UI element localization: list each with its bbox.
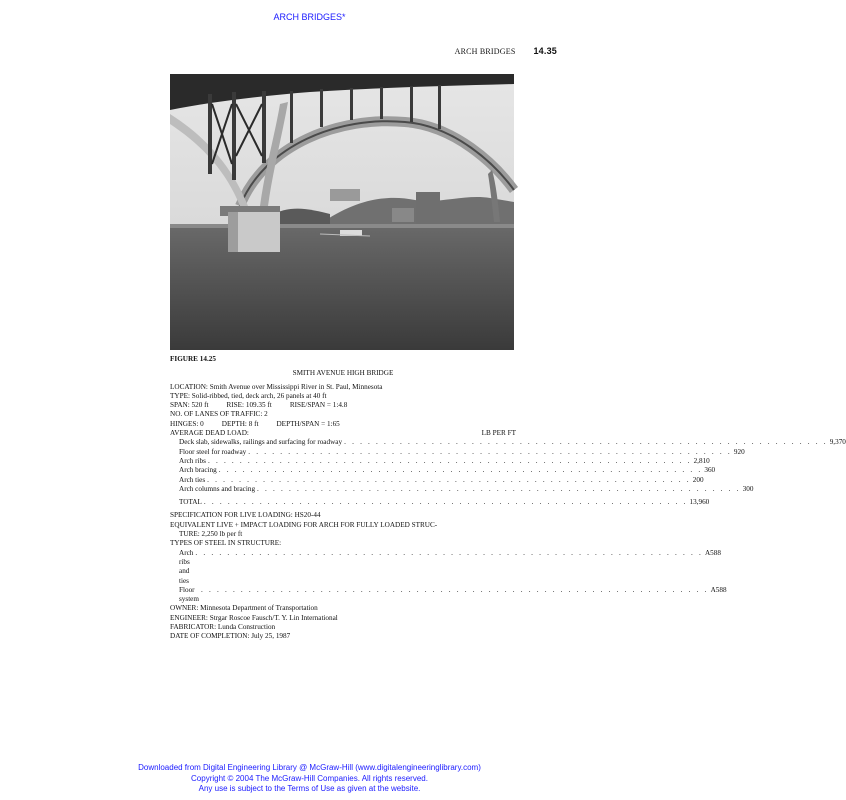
- dead-load-unit: LB PER FT: [481, 429, 516, 438]
- steel-label: Arch ribs and ties: [179, 548, 194, 585]
- engineer-line: ENGINEER: Strgar Roscoe Fausch/T. Y. Lin International: [170, 613, 338, 622]
- rise-value: RISE: 109.35 ft: [226, 401, 272, 410]
- hinges-value: HINGES: 0: [170, 419, 204, 428]
- leader-dots: . . . . . . . . . . . . . . . . . . . . . . . . . . . . . . . . . . . . . . . . . . . . . . . . . . . . . . . . . . . . . . . .: [200, 585, 709, 594]
- live-loading-line: SPECIFICATION FOR LIVE LOADING: HS20-44: [170, 511, 321, 520]
- steel-value: A588: [710, 585, 727, 594]
- total-value: 13,960: [689, 498, 710, 507]
- dead-load-row: [170, 475, 704, 485]
- lanes-line: NO. OF LANES OF TRAFFIC: 2: [170, 410, 268, 419]
- dead-load-value: 920: [733, 447, 745, 456]
- dead-load-row: [170, 438, 846, 447]
- figure-label: FIGURE 14.25: [170, 355, 216, 363]
- owner-line: OWNER: Minnesota Department of Transportation: [170, 604, 318, 613]
- rise-span-value: RISE/SPAN = 1:4.8: [289, 401, 348, 410]
- running-head: [455, 46, 557, 56]
- steel-title: TYPES OF STEEL IN STRUCTURE:: [170, 539, 282, 548]
- dead-load-header: [170, 429, 516, 438]
- dead-load-value: 9,370: [829, 438, 846, 447]
- dead-load-row: [170, 466, 716, 475]
- bridge-name: SMITH AVENUE HIGH BRIDGE: [292, 369, 394, 378]
- equivalent-line-1: EQUIVALENT LIVE + IMPACT LOADING FOR ARCH FOR FULLY LOADED STRUC-: [170, 520, 438, 529]
- footer-copyright: Copyright © 2004 The McGraw-Hill Companies. All rights reserved.: [191, 773, 428, 783]
- running-head-title: ARCH BRIDGES: [454, 47, 516, 56]
- dead-load-label: Arch bracing: [179, 466, 217, 475]
- fabricator-line: FABRICATOR: Lunda Construction: [170, 623, 276, 632]
- location-line: LOCATION: Smith Avenue over Mississippi River in St. Paul, Minnesota: [170, 382, 383, 391]
- leader-dots: . . . . . . . . . . . . . . . . . . . . . . . . . . . . . . . . . . . . . . . . . . . . . . . . . . . . . . . . . . . . .: [257, 484, 741, 493]
- total-label: TOTAL: [179, 498, 202, 507]
- dead-load-label: Arch columns and bracing: [179, 484, 256, 493]
- dead-load-label: Arch ribs: [179, 456, 206, 465]
- equivalent-line-2: TURE: 2,250 lb per ft: [179, 530, 243, 539]
- span-line: [170, 401, 516, 410]
- depth-value: DEPTH: 8 ft: [221, 419, 259, 428]
- leader-dots: . . . . . . . . . . . . . . . . . . . . . . . . . . . . . . . . . . . . . . . . . . . . . . . . . . . . . . . . . . . . .: [203, 498, 688, 507]
- hinges-line: [170, 420, 516, 429]
- figure-spec-block: [170, 355, 846, 642]
- leader-dots: . . . . . . . . . . . . . . . . . . . . . . . . . . . . . . . . . . . . . . . . . . . . . . . . . . . . . . . . . . . . .: [248, 447, 732, 456]
- steel-label: Floor system: [179, 585, 199, 604]
- dead-load-value: 200: [692, 475, 704, 484]
- dead-load-label: Arch ties: [179, 475, 206, 484]
- document-title-link[interactable]: ARCH BRIDGES*: [273, 12, 346, 22]
- footer-terms-link[interactable]: Any use is subject to the Terms of Use as given at the website.: [198, 784, 421, 793]
- dead-load-value: 2,810: [693, 456, 710, 465]
- bridge-photo: [170, 74, 514, 350]
- completion-line: DATE OF COMPLETION: July 25, 1987: [170, 632, 291, 641]
- span-value: SPAN: 520 ft: [170, 401, 209, 410]
- dead-load-title: AVERAGE DEAD LOAD:: [170, 429, 249, 438]
- leader-dots: . . . . . . . . . . . . . . . . . . . . . . . . . . . . . . . . . . . . . . . . . . . . . . . . . . . . . . . . . . . . .: [218, 466, 703, 475]
- leader-dots: . . . . . . . . . . . . . . . . . . . . . . . . . . . . . . . . . . . . . . . . . . . . . . . . . . . . . . . . . . . . .: [207, 475, 691, 484]
- type-line: TYPE: Solid-ribbed, tied, deck arch, 26 panels at 40 ft: [170, 391, 327, 400]
- dead-load-row: [170, 447, 745, 457]
- section-number: 14.35: [533, 46, 557, 56]
- leader-dots: . . . . . . . . . . . . . . . . . . . . . . . . . . . . . . . . . . . . . . . . . . . . . . . . . . . . . . . . . . . . .: [344, 438, 828, 447]
- leader-dots: . . . . . . . . . . . . . . . . . . . . . . . . . . . . . . . . . . . . . . . . . . . . . . . . . . . . . . . . . . . . .: [207, 456, 692, 465]
- dead-load-value: 300: [742, 484, 754, 493]
- steel-value: A588: [704, 548, 721, 557]
- depth-span-value: DEPTH/SPAN = 1:65: [276, 419, 340, 428]
- steel-row: [170, 548, 721, 586]
- dead-load-label: Floor steel for roadway: [179, 447, 247, 456]
- dead-load-row: [170, 484, 754, 494]
- leader-dots: . . . . . . . . . . . . . . . . . . . . . . . . . . . . . . . . . . . . . . . . . . . . . . . . . . . . . . . . . . . . . . . .: [195, 548, 703, 557]
- copyright-footer: [0, 763, 619, 795]
- footer-download-link[interactable]: Downloaded from Digital Engineering Library @ McGraw-Hill (www.digitalengineeringlibrary.com): [138, 763, 481, 772]
- steel-row: [170, 585, 727, 605]
- total-row: [170, 498, 710, 507]
- dead-load-label: Deck slab, sidewalks, railings and surfacing for roadway: [179, 438, 343, 447]
- dead-load-row: [170, 456, 710, 466]
- dead-load-value: 360: [704, 466, 716, 475]
